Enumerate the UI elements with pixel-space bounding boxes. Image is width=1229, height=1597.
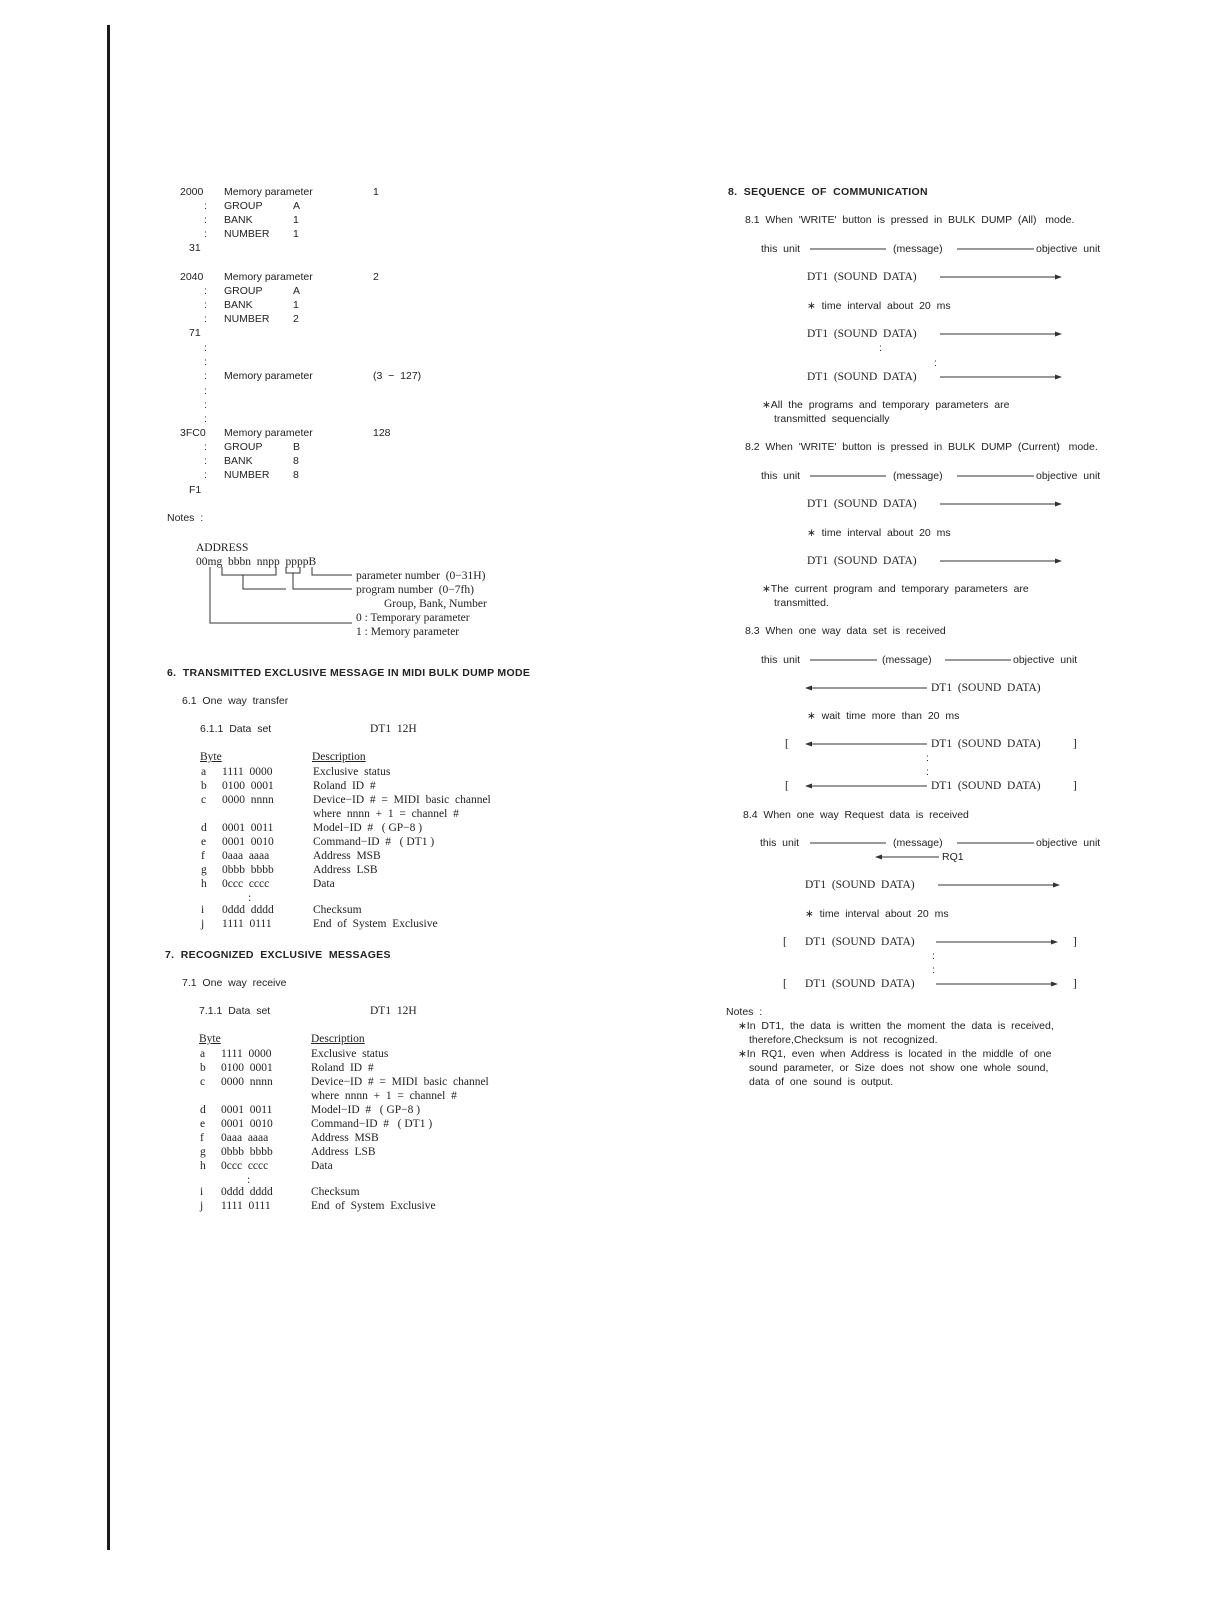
- byte-letter: e: [200, 1118, 206, 1130]
- byte-letter: g: [201, 864, 207, 876]
- arrowhead: [875, 855, 882, 860]
- byte-description: Exclusive status: [313, 766, 391, 778]
- byte-description: Address LSB: [311, 1146, 376, 1158]
- right-bracket: ]: [1073, 780, 1077, 792]
- colon: :: [204, 342, 207, 354]
- this-unit-label: this unit: [760, 837, 800, 849]
- colon: :: [204, 285, 207, 297]
- arrowhead: [805, 742, 812, 747]
- colon: :: [204, 313, 207, 325]
- field-name: GROUP: [224, 441, 263, 453]
- byte-description: Checksum: [313, 904, 362, 916]
- byte-bits: 0ddd dddd: [221, 1186, 273, 1198]
- column-header-description: Description: [312, 751, 366, 763]
- notes-title: Notes :: [167, 512, 204, 524]
- field-value: 8: [293, 455, 299, 467]
- address-start: 2000: [180, 186, 204, 198]
- arrowhead: [1055, 275, 1062, 280]
- byte-letter: a: [200, 1048, 206, 1060]
- subsection-title: 7.1 One way receive: [182, 977, 287, 989]
- byte-bits: :: [248, 892, 252, 904]
- left-bracket: [: [783, 936, 787, 948]
- address-end: F1: [189, 484, 202, 496]
- colon: :: [204, 200, 207, 212]
- continuation-colon: :: [879, 342, 882, 354]
- byte-letter: i: [200, 1186, 204, 1198]
- field-value: A: [293, 200, 301, 212]
- address-bracket-line: [210, 567, 352, 623]
- left-bracket: [: [785, 780, 789, 792]
- byte-bits: 1111 0111: [222, 918, 272, 930]
- left-bracket: [: [785, 738, 789, 750]
- notes-title: Notes :: [726, 1006, 763, 1018]
- byte-letter: c: [201, 794, 207, 806]
- byte-bits: 0000 nnnn: [221, 1076, 273, 1088]
- continuation-colon: :: [932, 950, 935, 962]
- address-label: ADDRESS: [196, 542, 249, 554]
- address-bracket-line: [293, 573, 352, 589]
- address-bits: 00mg bbbn nnpp ppppB: [196, 556, 317, 568]
- arrowhead: [1055, 332, 1062, 337]
- byte-bits: 0aaa aaaa: [222, 850, 270, 862]
- continuation-colon: :: [932, 964, 935, 976]
- byte-description: End of System Exclusive: [313, 918, 438, 930]
- colon: :: [204, 228, 207, 240]
- continuation-colon: :: [934, 357, 937, 369]
- arrowhead: [1055, 502, 1062, 507]
- field-name: NUMBER: [224, 469, 270, 481]
- byte-letter: d: [201, 822, 207, 834]
- byte-description: Command−ID # ( DT1 ): [313, 836, 435, 848]
- address-start: 2040: [180, 271, 204, 283]
- message-type: DT1 12H: [370, 723, 417, 735]
- byte-bits: 1111 0111: [221, 1200, 271, 1212]
- left-bracket: [: [783, 978, 787, 990]
- byte-bits: 0001 0011: [222, 822, 274, 834]
- colon: :: [204, 441, 207, 453]
- byte-bits: 0001 0010: [221, 1118, 273, 1130]
- byte-bits: 0001 0010: [222, 836, 274, 848]
- byte-description: Data: [313, 878, 335, 890]
- dt1-message: DT1 (SOUND DATA): [931, 780, 1041, 792]
- note-line: sound parameter, or Size does not show one whole sound,: [749, 1062, 1049, 1074]
- dt1-message: DT1 (SOUND DATA): [931, 682, 1041, 694]
- subsection-title: 6.1 One way transfer: [182, 695, 289, 707]
- address-end: 71: [189, 327, 201, 339]
- right-bracket: ]: [1073, 936, 1077, 948]
- byte-bits: 0aaa aaaa: [221, 1132, 269, 1144]
- column-header-byte: Byte: [200, 751, 222, 763]
- byte-bits: 0001 0011: [221, 1104, 273, 1116]
- arrowhead: [1053, 883, 1060, 888]
- continuation-colon: :: [926, 752, 929, 764]
- byte-description: Roland ID #: [311, 1062, 374, 1074]
- byte-bits: 0ddd dddd: [222, 904, 274, 916]
- field-value: 8: [293, 469, 299, 481]
- right-bracket: ]: [1073, 738, 1077, 750]
- byte-letter: f: [200, 1132, 204, 1144]
- field-name: BANK: [224, 455, 253, 467]
- colon: :: [204, 299, 207, 311]
- message-label: (message): [893, 243, 943, 255]
- subsection-title: 8.2 When 'WRITE' button is pressed in BULK DUMP (Current) mode.: [745, 441, 1098, 453]
- this-unit-label: this unit: [761, 243, 801, 255]
- field-name: NUMBER: [224, 228, 270, 240]
- this-unit-label: this unit: [761, 654, 801, 666]
- colon: :: [204, 370, 207, 382]
- memory-label: Memory parameter: [224, 271, 313, 283]
- wait-note: ∗ wait time more than 20 ms: [807, 710, 960, 722]
- objective-unit-label: objective unit: [1036, 470, 1101, 482]
- note-line: ∗In RQ1, even when Address is located in the middle of one: [738, 1048, 1052, 1060]
- byte-letter: h: [201, 878, 207, 890]
- field-value: 1: [293, 228, 299, 240]
- dt1-message: DT1 (SOUND DATA): [807, 328, 917, 340]
- byte-letter: j: [201, 918, 205, 930]
- subsection-title: 8.3 When one way data set is received: [745, 625, 946, 637]
- note-line: ∗In DT1, the data is written the moment the data is received,: [738, 1020, 1054, 1032]
- byte-bits: 0bbb bbbb: [221, 1146, 273, 1158]
- byte-letter: j: [200, 1200, 204, 1212]
- arrowhead: [1051, 982, 1058, 987]
- message-label: (message): [893, 837, 943, 849]
- legend-program-number: program number (0−7fh): [356, 584, 474, 596]
- legend-memory: 1 : Memory parameter: [356, 626, 460, 638]
- objective-unit-label: objective unit: [1013, 654, 1078, 666]
- byte-letter: a: [201, 766, 207, 778]
- colon: :: [204, 214, 207, 226]
- note-line: ∗All the programs and temporary parameters are: [762, 399, 1010, 411]
- colon: :: [204, 469, 207, 481]
- objective-unit-label: objective unit: [1036, 243, 1101, 255]
- byte-letter: i: [201, 904, 205, 916]
- field-name: NUMBER: [224, 313, 270, 325]
- memory-label: Memory parameter: [224, 427, 313, 439]
- column-header-byte: Byte: [199, 1033, 221, 1045]
- byte-bits: 0ccc cccc: [222, 878, 270, 890]
- memory-label: Memory parameter: [224, 186, 313, 198]
- byte-letter: c: [200, 1076, 206, 1088]
- colon: :: [204, 385, 207, 397]
- note-line: ∗The current program and temporary parameters are: [762, 583, 1029, 595]
- right-bracket: ]: [1073, 978, 1077, 990]
- colon: :: [204, 455, 207, 467]
- field-value: 1: [293, 299, 299, 311]
- objective-unit-label: objective unit: [1036, 837, 1101, 849]
- byte-bits: 1111 0000: [221, 1048, 272, 1060]
- field-name: BANK: [224, 214, 253, 226]
- subsubsection-title: 6.1.1 Data set: [200, 723, 272, 735]
- note-line: therefore,Checksum is not recognized.: [749, 1034, 938, 1046]
- colon: :: [204, 413, 207, 425]
- dt1-message: DT1 (SOUND DATA): [805, 936, 915, 948]
- interval-note: ∗ time interval about 20 ms: [807, 300, 951, 312]
- byte-description: Address MSB: [313, 850, 381, 862]
- message-label: (message): [882, 654, 932, 666]
- dt1-message: DT1 (SOUND DATA): [805, 978, 915, 990]
- note-line: transmitted sequencially: [774, 413, 890, 425]
- byte-letter: d: [200, 1104, 206, 1116]
- interval-note: ∗ time interval about 20 ms: [807, 527, 951, 539]
- arrowhead: [805, 784, 812, 789]
- byte-description: Address MSB: [311, 1132, 379, 1144]
- colon: :: [204, 399, 207, 411]
- byte-description: Data: [311, 1160, 333, 1172]
- dt1-message: DT1 (SOUND DATA): [805, 879, 915, 891]
- subsubsection-title: 7.1.1 Data set: [199, 1005, 271, 1017]
- arrowhead: [805, 686, 812, 691]
- note-line: transmitted.: [774, 597, 829, 609]
- byte-bits: 0ccc cccc: [221, 1160, 269, 1172]
- colon: :: [204, 356, 207, 368]
- byte-bits: 0000 nnnn: [222, 794, 274, 806]
- field-value: 1: [293, 214, 299, 226]
- byte-description: Checksum: [311, 1186, 360, 1198]
- field-value: A: [293, 285, 301, 297]
- legend-group-bank-number: Group, Bank, Number: [384, 598, 487, 610]
- byte-description: Exclusive status: [311, 1048, 389, 1060]
- byte-description: Roland ID #: [313, 780, 376, 792]
- rq1-message: RQ1: [942, 851, 964, 863]
- note-line: data of one sound is output.: [749, 1076, 894, 1088]
- memory-number: 128: [373, 427, 391, 439]
- legend-temporary: 0 : Temporary parameter: [356, 612, 470, 624]
- byte-description: Command−ID # ( DT1 ): [311, 1118, 433, 1130]
- message-label: (message): [893, 470, 943, 482]
- field-value: B: [293, 441, 301, 453]
- memory-number: 2: [373, 271, 379, 283]
- section-heading: 8. SEQUENCE OF COMMUNICATION: [728, 186, 928, 198]
- byte-bits: 0100 0001: [221, 1062, 273, 1074]
- dt1-message: DT1 (SOUND DATA): [807, 555, 917, 567]
- section-heading: 7. RECOGNIZED EXCLUSIVE MESSAGES: [165, 949, 391, 961]
- byte-bits: 0100 0001: [222, 780, 274, 792]
- byte-description: where nnnn + 1 = channel #: [313, 808, 459, 820]
- dt1-message: DT1 (SOUND DATA): [807, 498, 917, 510]
- byte-bits: 1111 0000: [222, 766, 273, 778]
- dt1-message: DT1 (SOUND DATA): [807, 271, 917, 283]
- byte-description: Device−ID # = MIDI basic channel: [313, 794, 491, 806]
- continuation-colon: :: [926, 766, 929, 778]
- address-bracket-line: [312, 567, 352, 575]
- subsection-title: 8.4 When one way Request data is received: [743, 809, 969, 821]
- field-name: GROUP: [224, 200, 263, 212]
- arrowhead: [1055, 375, 1062, 380]
- byte-bits: :: [247, 1174, 251, 1186]
- byte-letter: f: [201, 850, 205, 862]
- byte-description: Address LSB: [313, 864, 378, 876]
- interval-note: ∗ time interval about 20 ms: [805, 908, 949, 920]
- byte-description: End of System Exclusive: [311, 1200, 436, 1212]
- memory-number: (3 − 127): [373, 370, 422, 382]
- address-bracket-line: [243, 575, 286, 589]
- message-type: DT1 12H: [370, 1005, 417, 1017]
- byte-letter: g: [200, 1146, 206, 1158]
- subsection-title: 8.1 When 'WRITE' button is pressed in BULK DUMP (All) mode.: [745, 214, 1075, 226]
- memory-label: Memory parameter: [224, 370, 313, 382]
- byte-letter: h: [200, 1160, 206, 1172]
- column-header-description: Description: [311, 1033, 365, 1045]
- field-name: GROUP: [224, 285, 263, 297]
- arrowhead: [1051, 940, 1058, 945]
- field-value: 2: [293, 313, 299, 325]
- address-end: 31: [189, 242, 201, 254]
- dt1-message: DT1 (SOUND DATA): [807, 371, 917, 383]
- byte-description: Model−ID # ( GP−8 ): [313, 822, 423, 834]
- byte-bits: 0bbb bbbb: [222, 864, 274, 876]
- byte-description: Device−ID # = MIDI basic channel: [311, 1076, 489, 1088]
- byte-description: Model−ID # ( GP−8 ): [311, 1104, 421, 1116]
- section-heading: 6. TRANSMITTED EXCLUSIVE MESSAGE IN MIDI BULK DUMP MODE: [167, 667, 531, 679]
- this-unit-label: this unit: [761, 470, 801, 482]
- byte-description: where nnnn + 1 = channel #: [311, 1090, 457, 1102]
- byte-letter: b: [200, 1062, 206, 1074]
- address-start: 3FC0: [180, 427, 206, 439]
- arrowhead: [1055, 559, 1062, 564]
- legend-parameter-number: parameter number (0−31H): [356, 570, 486, 582]
- field-name: BANK: [224, 299, 253, 311]
- binding-edge: [107, 25, 110, 1550]
- byte-letter: e: [201, 836, 207, 848]
- memory-number: 1: [373, 186, 379, 198]
- byte-letter: b: [201, 780, 207, 792]
- dt1-message: DT1 (SOUND DATA): [931, 738, 1041, 750]
